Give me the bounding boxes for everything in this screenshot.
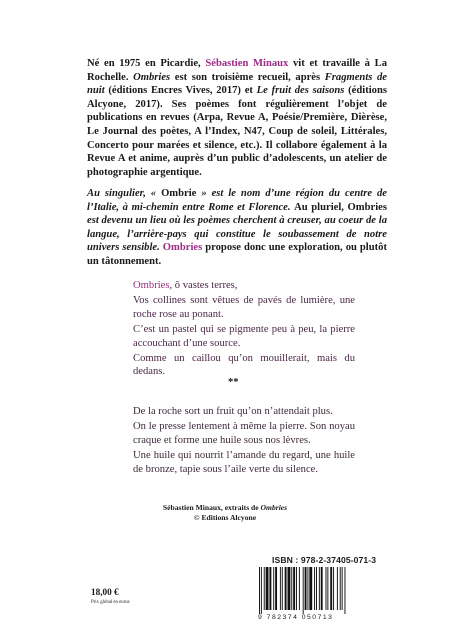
barcode-bar [259,567,260,614]
barcode-bar [285,567,287,610]
barcode-bar [269,567,271,610]
book-title: Ombries [133,71,171,83]
poem-text: , ô vastes terres, [169,280,238,291]
previous-book-title: Le fruit des saisons [256,85,345,97]
barcode-bar [345,567,346,614]
intro-text: est devenu un lieu où les poèmes cherchent à creuser, au coeur de la langue, l’arrière-pays qui constitue le soubassement de notre univers sensible. [87,215,387,254]
poem-excerpt-1 [133,279,355,381]
bio-text: (éditions Encres Vives, 2017) et [104,85,257,97]
barcode-bar [299,567,300,610]
barcode-bar [291,567,292,610]
isbn-label: ISBN : 978-2-37405-071-3 [272,555,377,565]
bio-text: est son troisième recueil, après [170,71,325,83]
poem-line: On le presse lentement à même la pierre. Son noyau craque et forme une huile sous nos lèvres. [133,421,355,446]
intro-text: Au singulier, « [87,188,162,199]
barcode-bar [340,567,341,610]
barcode-bar [330,567,332,610]
barcode-bar [296,567,297,610]
barcode-bar [273,567,274,610]
poem-line: Vos collines sont vêtues de pavés de lumière, une roche rose au ponant. [133,295,355,320]
barcode-bar [333,567,334,610]
poem-excerpt-2 [133,405,355,478]
book-title: Ombries [162,242,203,254]
bio-text: vit et travaille à La Rochelle. [87,58,387,83]
poem-line: Une huile qui nourrit l’amande du regard, une huile de bronze, tapie sous l’aile verte du silence. [133,450,355,475]
intro-text: » est le nom d’une région du centre de l’Italie, à mi-chemin entre Rome et Florence. [87,188,387,213]
credit-title: Ombries [260,503,288,512]
author-bio [87,57,387,179]
book-introduction [87,187,387,269]
credit-text: Sébastien Minaux, extraits de [162,503,261,512]
poem-word: Ombries [133,280,170,291]
bio-text: (éditions Alcyone, 2017). Ses poèmes font régulièrement l’objet de publications en revues (Arpa, Revue A, Poésie/Première, Dièrèse, Le Journal des poètes, A l’Index, N47, Coup de soleil, Littérales, Concerto pour marées et silence, etc.). Il collabore également à la Revue A et anime, auprès d’un public d’adolescents, un atelier de photographie argentique. [87,85,387,178]
barcode-bar [319,567,320,610]
barcode-bar [327,567,328,610]
poem-line [133,279,355,292]
barcode-bar [266,567,269,610]
barcode-digits: 9 782374 050713 [258,614,334,621]
barcode-bar [337,567,338,610]
barcode-bar [264,567,265,610]
excerpt-credit [140,503,310,523]
author-name: Sébastien Minaux [205,58,289,69]
previous-book-title: Fragments de nuit [87,71,387,97]
barcode-bar [326,567,327,610]
barcode-bar [293,567,295,610]
poem-line: C’est un pastel qui se pigmente peu à peu, la pierre accouchant d’une source. [133,324,355,349]
price: 18,00 € [91,587,119,597]
poem-line: De la roche sort un fruit qu’on n’attendait plus. [133,406,333,417]
barcode-bar [280,567,281,610]
intro-text: propose donc une exploration, ou plutôt un tâtonnement. [87,242,387,267]
barcode-bar [282,567,283,610]
barcode-bar [314,567,315,610]
barcode-bar [275,567,277,610]
barcode-bar [321,567,323,610]
barcode-bar [316,567,317,610]
publisher-line: © Editions Alcyone [193,513,257,522]
barcode-bar [309,567,312,610]
barcode-bar [303,567,304,614]
price-note: Prix global en euros [91,600,130,605]
barcode [258,567,378,614]
poem-line: Comme un caillou qu’on mouillerait, mais du dedans. [133,353,355,378]
barcode-bar [342,567,343,610]
credit-line [140,503,310,513]
barcode-bar [307,567,308,610]
barcode-bar [261,567,262,614]
intro-text: Au pluriel, Ombries [294,201,387,213]
barcode-bar [305,567,307,610]
bio-text: Né en 1975 en Picardie, [87,58,206,69]
separator: ** [228,377,239,388]
intro-word: Ombrie [161,188,197,199]
barcode-bar [288,567,291,610]
